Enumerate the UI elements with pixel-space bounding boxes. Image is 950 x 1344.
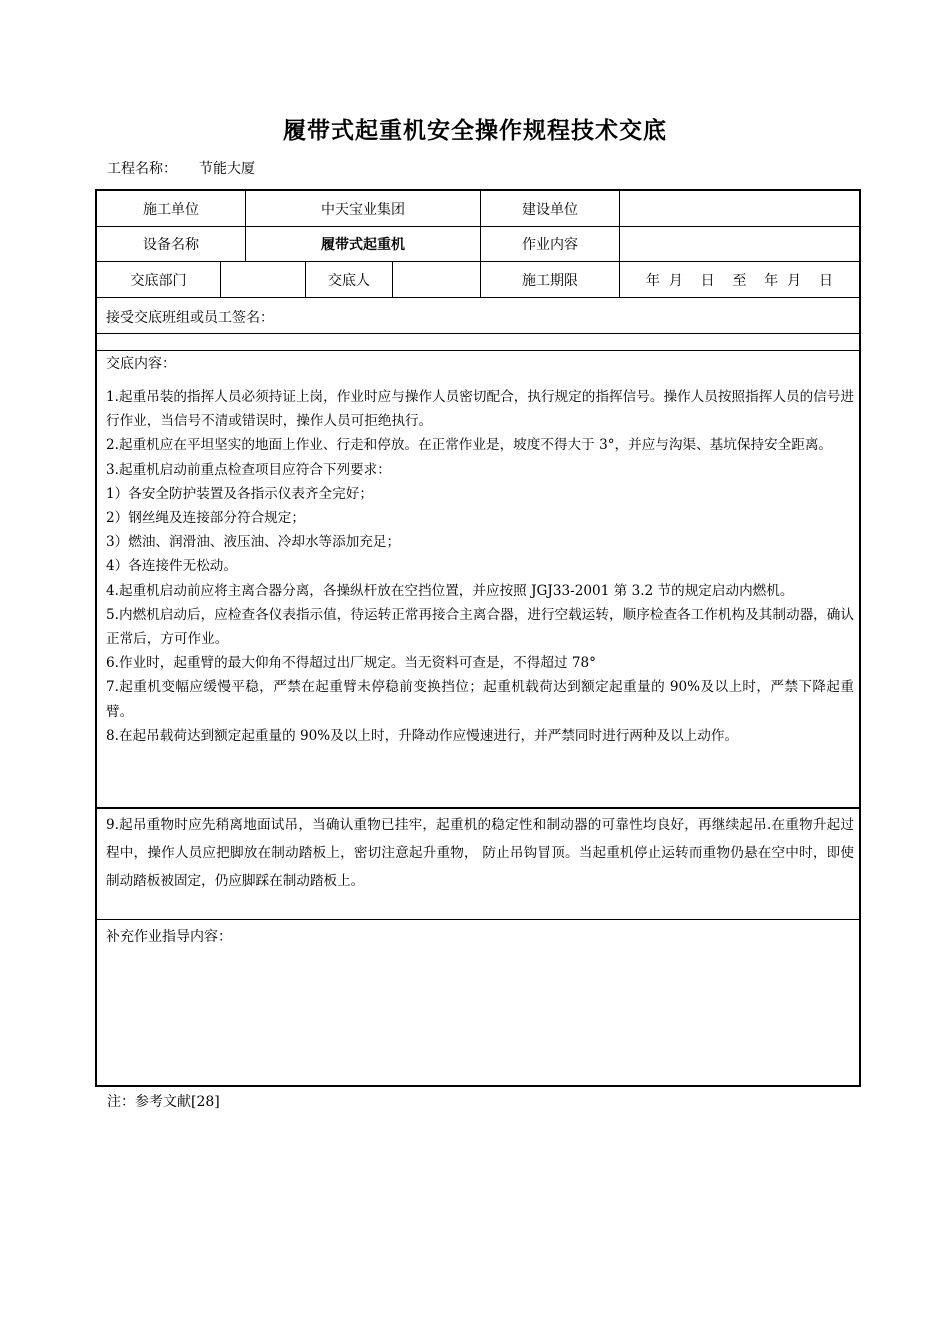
signature-label: 接受交底班组或员工签名： [106,310,274,326]
construction-unit-value[interactable]: 中天宝业集团 [246,191,481,226]
content-item: 3.起重机启动前重点检查项目应符合下列要求： [106,461,391,478]
content-item: 2.起重机应在平坦坚实的地面上作业、行走和停放。在正常作业是，坡度不得大于 3°，并应与沟渠、基坑保持安全距离。 [106,437,833,454]
row-disclosure-dept [97,262,859,298]
disclosure-form [95,189,861,1087]
dept-label: 交底部门 [97,262,221,297]
person-value[interactable] [393,262,481,297]
row-construction-unit [97,191,859,227]
supplement-label: 补充作业指导内容： [106,929,232,945]
owner-unit-label: 建设单位 [481,191,620,226]
owner-unit-value[interactable] [620,191,859,226]
work-content-value[interactable] [620,227,859,261]
content-item: 8.在起吊载荷达到额定起重量的 90%及以上时，升降动作应慢速进行，并严禁同时进行两种及以上动作。 [106,727,739,744]
content-item: 9.起吊重物时应先稍离地面试吊，当确认重物已挂牢，起重机的稳定性和制动器的可靠性均良好，再继续起吊.在重物升起过程中，操作人员应把脚放在制动踏板上，密切注意起升重物， 防止吊钩冒顶。当起重机停止运转而重物仍悬在空中时，即使制动踏板被固定，仍应脚踩在制动踏板上。 [106,817,854,889]
document-title: 履带式起重机安全操作规程技术交底 [283,118,667,144]
project-name [107,158,255,178]
supplement-section[interactable] [97,920,859,1085]
content-item: 4.起重机启动前应将主离合器分离，各操纵杆放在空挡位置，并应按照 JGJ33-2001 第 3.2 节的规定启动内燃机。 [106,582,794,599]
equipment-name-label: 设备名称 [97,227,246,261]
period-value[interactable]: 年 月 日 至 年 月 日 [645,272,833,289]
content-item: 4）各连接件无松动。 [106,558,237,575]
row-signature[interactable] [97,298,859,334]
project-name-value: 节能大厦 [199,161,255,177]
content-label: 交底内容： [106,356,176,372]
row-equipment-name [97,227,859,262]
row-signature-blank[interactable] [97,334,859,351]
content-item: 1）各安全防护装置及各指示仪表齐全完好； [106,485,373,502]
footnote: 注：参考文献[28] [107,1094,220,1110]
content-item: 2）钢丝绳及连接部分符合规定； [106,510,305,527]
section-divider [97,807,859,809]
dept-value[interactable] [221,262,306,297]
content-item: 1.起重吊装的指挥人员必须持证上岗，作业时应与操作人员密切配合，执行规定的指挥信号。操作人员按照指挥人员的信号进行作业，当信号不清或错误时，操作人员可拒绝执行。 [106,389,854,430]
content-item: 3）燃油、润滑油、液压油、冷却水等添加充足； [106,534,401,551]
equipment-name-value[interactable]: 履带式起重机 [246,227,481,261]
content-item-9-block [106,811,854,895]
content-section [97,351,859,920]
construction-unit-label: 施工单位 [97,191,246,226]
work-content-label: 作业内容 [481,227,620,261]
project-name-label: 工程名称： [107,161,177,177]
period-label: 施工期限 [481,262,620,297]
content-item: 5.内燃机启动后，应检查各仪表指示值，待运转正常再接合主离合器，进行空载运转，顺序检查各工作机构及其制动器，确认正常后，方可作业。 [106,606,854,648]
content-item: 7.起重机变幅应缓慢平稳，严禁在起重臂未停稳前变换挡位；起重机载荷达到额定起重量的 90%及以上时，严禁下降起重臂。 [106,679,854,720]
content-items [106,385,854,748]
person-label: 交底人 [306,262,393,297]
content-item: 6.作业时，起重臂的最大仰角不得超过出厂规定。当无资料可查是，不得超过 78° [106,655,596,672]
